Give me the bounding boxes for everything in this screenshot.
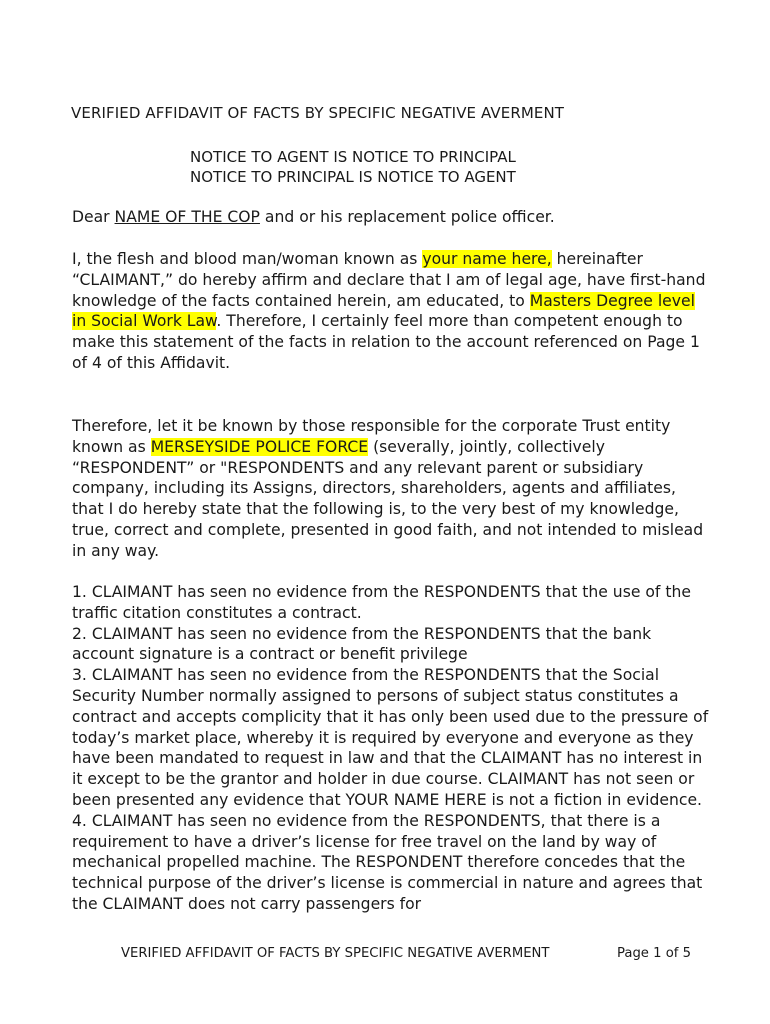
list-item: 2. CLAIMANT has seen no evidence from the RESPONDENTS that the bank account signature is a contract or benefit privilege bbox=[72, 624, 652, 664]
paragraph-respondent bbox=[72, 416, 712, 562]
salutation-prefix: Dear bbox=[72, 208, 115, 226]
document-title: VERIFIED AFFIDAVIT OF FACTS BY SPECIFIC NEGATIVE AVERMENT bbox=[71, 104, 565, 122]
notice-line-1: NOTICE TO AGENT IS NOTICE TO PRINCIPAL bbox=[190, 148, 516, 166]
list-item: 1. CLAIMANT has seen no evidence from the RESPONDENTS that the use of the traffic citation constitutes a contract. bbox=[72, 583, 691, 622]
claimant-name-highlight: your name here, bbox=[422, 250, 552, 268]
para2-text-a: Therefore, let it be known by those responsible for the corporate Trust entity known as bbox=[72, 417, 671, 456]
entity-highlight: MERSEYSIDE POLICE FORCE bbox=[150, 437, 369, 456]
footer-page-number: Page 1 of 5 bbox=[617, 946, 691, 961]
para1-text-a: I, the flesh and blood man/woman known as bbox=[72, 250, 423, 268]
paragraph-claimant-declaration bbox=[72, 249, 712, 374]
para1-text-c: . Therefore, I certainly feel more than competent enough to make this statement of the facts in relation to the account referenced on Page 1 of 4 of this Affidavit. bbox=[72, 312, 700, 372]
list-item: 4. CLAIMANT has seen no evidence from the RESPONDENTS, that there is a requirement to have a driver’s license for free travel on the land by way of mechanical propelled machine. The RESPONDENT therefore concedes that the technical purpose of the driver’s license is commercial in nature and agrees that the CLAIMANT does not carry passengers for bbox=[72, 811, 703, 913]
footer-title: VERIFIED AFFIDAVIT OF FACTS BY SPECIFIC NEGATIVE AVERMENT bbox=[121, 946, 550, 961]
salutation bbox=[72, 207, 712, 228]
list-item: 3. CLAIMANT has seen no evidence from the RESPONDENTS that the Social Security Number normally assigned to persons of subject status constitutes a contract and accepts complicity that it has only been used due to the pressure of today’s market place, whereby it is required by everyone and everyone as they have been mandated to request in law and that the CLAIMANT has no interest in it except to be the grantor and holder in due course. CLAIMANT has not seen or been presented any evidence that YOUR NAME HERE is not a fiction in evidence. bbox=[72, 666, 709, 809]
numbered-list bbox=[72, 582, 712, 915]
para1-text-b: hereinafter “CLAIMANT,” do hereby affirm and declare that I am of legal age, have first-hand knowledge of the facts contained herein, am educated, to bbox=[72, 250, 706, 310]
salutation-suffix: and or his replacement police officer. bbox=[259, 208, 555, 226]
recipient-name: NAME OF THE COP bbox=[114, 208, 260, 226]
para2-text-b: (severally, jointly, collectively “RESPONDENT” or "RESPONDENTS and any relevant parent or subsidiary company, including its Assigns, directors, shareholders, agents and affiliates, that I do hereby state that the following is, to the very best of my knowledge, true, correct and complete, presented in good faith, and not intended to mislead in any way. bbox=[72, 437, 704, 560]
degree-highlight: Masters Degree level in Social Work Law bbox=[72, 291, 695, 331]
notice-line-2: NOTICE TO PRINCIPAL IS NOTICE TO AGENT bbox=[190, 168, 516, 186]
